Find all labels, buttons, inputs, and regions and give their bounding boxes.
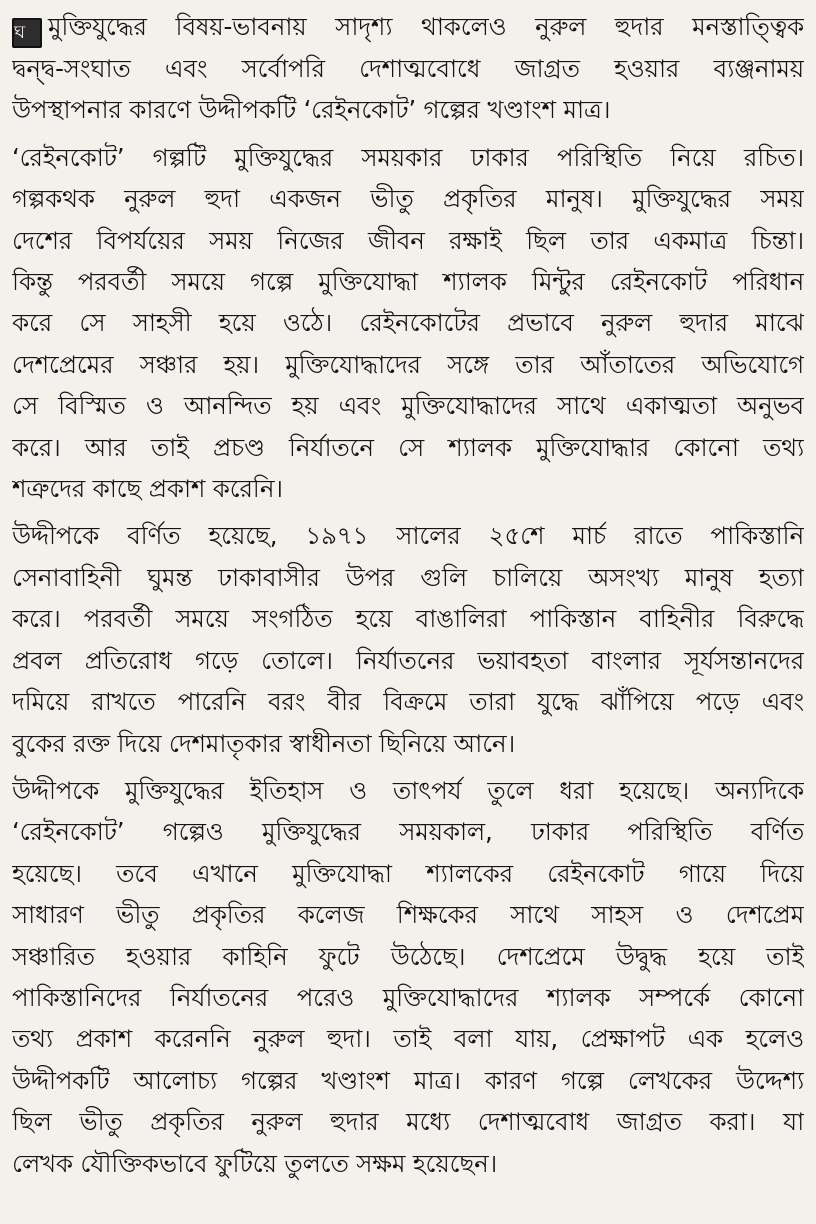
paragraph-line: তথ্য প্রকাশ করেননি নুরুল হুদা। তাই বলা যায়, প্রেক্ষাপট এক হলেও [12, 1024, 804, 1054]
paragraph-line: হয়েছে। তবে এখানে মুক্তিযোদ্ধা শ্যালকের রেইনকোট গায়ে দিয়ে [12, 858, 804, 888]
paragraph-line: করে সে সাহসী হয়ে ওঠে। রেইনকোটের প্রভাবে নুরুল হুদার মাঝে [12, 308, 804, 338]
paragraph-line: ‘রেইনকোট’ গল্পেও মুক্তিযুদ্ধের সময়কাল, ঢাকার পরিস্থিতি বর্ণিত [12, 817, 804, 847]
paragraph-2 [12, 137, 804, 510]
paragraph-line: উদ্দীপকটি আলোচ্য গল্পের খণ্ডাংশ মাত্র। কারণ গল্পে লেখকের উদ্দেশ্য [12, 1065, 804, 1095]
paragraph-line: দমিয়ে রাখতে পারেনি বরং বীর বিক্রমে তারা যুদ্ধে ঝাঁপিয়ে পড়ে এবং [12, 687, 804, 717]
paragraph-line: উপস্থাপনার কারণে উদ্দীপকটি ‘রেইনকোট’ গল্পের খণ্ডাংশ মাত্র। [12, 95, 611, 125]
answer-marker-badge: ঘ [12, 18, 42, 48]
paragraph-line: উদ্দীপকে বর্ণিত হয়েছে, ১৯৭১ সালের ২৫শে মার্চ রাতে পাকিস্তানি [12, 521, 804, 551]
paragraph-line: ছিল ভীতু প্রকৃতির নুরুল হুদার মধ্যে দেশাত্মবোধ জাগ্রত করা। যা [12, 1107, 804, 1137]
paragraph-line: পাকিস্তানিদের নির্যাতনের পরেও মুক্তিযোদ্ধাদের শ্যালক সম্পর্কে কোনো [12, 982, 804, 1012]
paragraph-line: সঞ্চারিত হওয়ার কাহিনি ফুটে উঠেছে। দেশপ্রেমে উদ্বুদ্ধ হয়ে তাই [12, 941, 804, 971]
paragraph-line: সে বিস্মিত ও আনন্দিত হয় এবং মুক্তিযোদ্ধাদের সাথে একাত্মতা অনুভব [12, 391, 804, 421]
paragraph-line: সাধারণ ভীতু প্রকৃতির কলেজ শিক্ষকের সাথে সাহস ও দেশপ্রেম [12, 900, 804, 930]
paragraph-line: সেনাবাহিনী ঘুমন্ত ঢাকাবাসীর উপর গুলি চালিয়ে অসংখ্য মানুষ হত্যা [12, 562, 804, 592]
paragraph-line: গল্পকথক নুরুল হুদা একজন ভীতু প্রকৃতির মানুষ। মুক্তিযুদ্ধের সময় [12, 184, 804, 214]
paragraph-line: উদ্দীপকে মুক্তিযুদ্ধের ইতিহাস ও তাৎপর্য তুলে ধরা হয়েছে। অন্যদিকে [12, 775, 804, 805]
paragraph-line: দেশপ্রেমের সঞ্চার হয়। মুক্তিযোদ্ধাদের সঙ্গে তার আঁতাতের অভিযোগে [12, 349, 804, 379]
paragraph-line: দেশের বিপর্যয়ের সময় নিজের জীবন রক্ষাই ছিল তার একমাত্র চিন্তা। [12, 225, 804, 255]
paragraph-line: কিন্তু পরবর্তী সময়ে গল্পে মুক্তিযোদ্ধা শ্যালক মিন্টুর রেইনকোট পরিধান [12, 267, 804, 297]
paragraph-line: দ্বন্দ্ব-সংঘাত এবং সর্বোপরি দেশাত্মবোধে জাগ্রত হওয়ার ব্যঞ্জনাময় [12, 54, 804, 83]
paragraph-line: করে। আর তাই প্রচণ্ড নির্যাতনে সে শ্যালক মুক্তিযোদ্ধার কোনো তথ্য [12, 432, 804, 462]
paragraph-3 [12, 515, 804, 763]
paragraph-line: প্রবল প্রতিরোধ গড়ে তোলে। নির্যাতনের ভয়াবহতা বাংলার সূর্যসন্তানদের [12, 645, 804, 675]
paragraph-line [12, 6, 804, 48]
paragraph-line: করে। পরবর্তী সময়ে সংগঠিত হয়ে বাঙালিরা পাকিস্তান বাহিনীর বিরুদ্ধে [12, 604, 804, 634]
paragraph-line: লেখক যৌক্তিকভাবে ফুটিয়ে তুলতে সক্ষম হয়েছেন। [12, 1148, 498, 1178]
paragraph-4 [12, 770, 804, 1184]
paragraph-line: শত্রুদের কাছে প্রকাশ করেনি। [12, 474, 283, 504]
paragraph-line: ‘রেইনকোট’ গল্পটি মুক্তিযুদ্ধের সময়কার ঢাকার পরিস্থিতি নিয়ে রচিত। [12, 142, 804, 172]
paragraph-line: বুকের রক্ত দিয়ে দেশমাতৃকার স্বাধীনতা ছিনিয়ে আনে। [12, 728, 516, 758]
line-text: মুক্তিযুদ্ধের বিষয়-ভাবনায় সাদৃশ্য থাকলেও নুরুল হুদার মনস্তাত্ত্বিক [48, 12, 804, 41]
paragraph-1 [12, 6, 804, 131]
